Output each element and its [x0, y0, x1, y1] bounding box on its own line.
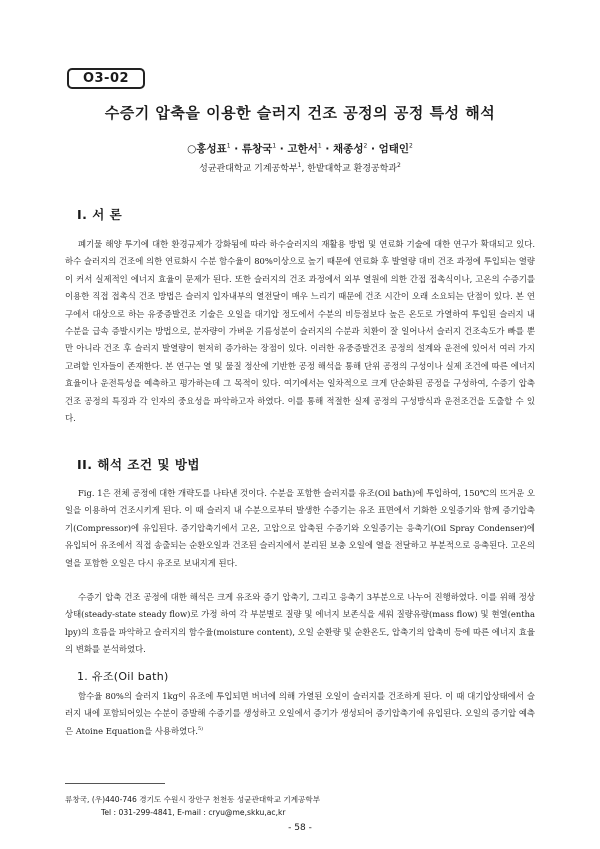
affiliation: 성균관대학교 기계공학부: [199, 164, 298, 174]
author-separator: ·: [325, 143, 330, 155]
section-heading-introduction: I. 서 론: [77, 207, 123, 222]
footnote-contact-text: Tel : 031-299-4841, E-mail : cryu@me,skku,ac,kr: [101, 808, 286, 817]
author-name: 류창국: [241, 143, 273, 155]
paper-title: 수증기 압축을 이용한 슬러지 건조 공정의 공정 특성 해석: [104, 104, 496, 122]
affiliation-mark: 2: [397, 162, 401, 169]
page-number: - 58 -: [288, 823, 312, 833]
author-affil-mark: 1: [226, 142, 231, 150]
session-tag: O3-02: [67, 68, 145, 89]
author-mark: ○: [187, 143, 197, 155]
author-separator: ·: [234, 143, 239, 155]
author-name: 홍성표: [196, 143, 227, 155]
affiliation-separator: ,: [301, 164, 308, 174]
subsection-heading-oil-bath: 1. 유조(Oil bath): [77, 670, 169, 683]
author-name: 채종성: [333, 143, 364, 155]
affiliation-mark: 1: [297, 162, 302, 169]
author-affil-mark: 1: [317, 142, 322, 150]
reference-mark: 5): [197, 726, 204, 733]
footnote-address-text: (우)440-746 경기도 수원시 장안구 천천동 성균관대학교 기계공학부: [91, 795, 321, 804]
body-paragraph: 수증기 압축 건조 공정에 대한 해석은 크게 유조와 증기 압축기, 그리고 응축기 3부분으로 나누어 진행하였다. 이를 위해 정상상태(steady-state steady flow)로 가정 하여 각 부분별로 질량 및 에너지 보존식을 세워 질량유량(mass flow) 및 현열(enthalpy)의 흐름을 파악하고 슬러지의 함수율(moisture content), 오일 순환량 및 순환온도, 압축기의 압축비 등에 따른 에너지 효율의 변화를 분석하였다.: [65, 592, 535, 655]
author-separator: ·: [370, 143, 375, 155]
author-affil-mark: 1: [272, 142, 277, 150]
footnote-divider: [65, 783, 165, 784]
body-paragraph: Fig. 1은 전체 공정에 대한 개략도를 나타낸 것이다. 수분을 포함한 슬러지를 유조(Oil bath)에 투입하여, 150℃의 뜨거운 오일을 이용하여 건조시키게 된다. 이 때 슬러지 내 수분으로부터 발생한 수증기는 유조 표면에서 기화한 오일증기와 함께 증기압축기(Compressor)에 유입된다. 증기압축기에서 고온, 고압으로 압축된 수증기와 오일증기는 응축기(Oil Spray Condenser)에 유입되어 유조에서 직접 송출되는 순환오일과 건조된 슬러지에서 분리된 보충 오일에 열을 전달하고 부분적으로 응축된다. 고온의 열을 포함한 오일은 다시 유조로 보내지게 된다.: [65, 488, 535, 568]
footnote-contact: [65, 806, 286, 819]
footnote-address: [65, 793, 320, 806]
author-list: [0, 141, 600, 156]
body-paragraph: 폐기물 해양 투기에 대한 환경규제가 강화됨에 따라 하수슬러지의 재활용 방법 및 연료화 기술에 대한 연구가 확대되고 있다. 하수 슬러지의 건조에 의한 연료화시 수분 함수율이 80%이상으로 높기 때문에 연료화 후 발열량 대비 건조 과정에 투입되는 열량이 커서 실제적인 에너지 효율이 문제가 된다. 또한 슬러지의 건조 과정에서 외부 열원에 의한 간접 접촉식이나, 고온의 수증기를 이용한 직접 접촉식 건조 방법은 슬러지 입자내부의 열전달이 매우 느리기 때문에 건조 시간이 오래 소요되는 단점이 있다. 본 연구에서 대상으로 하는 유중증발건조 기술은 오일을 대기압 정도에서 수분의 비등점보다 높은 온도로 가열하여 투입된 슬러지 내 수분을 급속 증발시키는 방법으로, 분자량이 가벼운 기름성분이 슬러지의 수분과 치환이 잘 일어나서 슬러지 건조속도가 빠를 뿐만 아니라 건조 후 슬러지 발열량이 현저히 증가하는 장점이 있다. 이러한 유중증발건조 공정의 설계와 운전에 있어서 여러 가지 고려할 인자들이 존재한다. 본 연구는 열 및 물질 정산에 기반한 공정 해석을 통해 단위 공정의 구성이나 실제 조건에 따른 에너지 효율이나 운전특성을 예측하고 평가하는데 그 목적이 있다. 여기에서는 일차적으로 크게 단순화된 공정을 구성하여, 수증기 압축 건조 공정의 특징과 각 인자의 중요성을 파악하고자 하였다. 이를 통해 적절한 실제 공정의 구성방식과 운전조건을 도출할 수 있다.: [65, 239, 535, 424]
author-affil-mark: 2: [409, 142, 413, 150]
paragraph-text: 함수율 80%의 슬러지 1kg이 유조에 투입되면 버너에 의해 가열된 오일이 슬러지를 건조하게 된다. 이 때 대기압상태에서 슬러지 내에 포함되어있는 수분이 증발해 수증기를 생성하고 오일에서 증기가 생성되어 증기압축기에 유입된다. 오일의 증기압 예측은 Atoine Equation을 사용하였다.: [65, 691, 535, 736]
affiliation: 한밭대학교 환경공학과: [307, 164, 398, 174]
body-paragraph: [65, 688, 535, 740]
author-name: 고한서: [287, 143, 318, 155]
author-name: 엄태인: [378, 143, 410, 155]
author-separator: ·: [279, 143, 284, 155]
section-heading-methods: II. 해석 조건 및 방법: [77, 457, 200, 472]
author-affil-mark: 2: [363, 142, 368, 150]
affiliation-list: [0, 161, 600, 174]
footnote-label: 류창국,: [65, 795, 90, 804]
